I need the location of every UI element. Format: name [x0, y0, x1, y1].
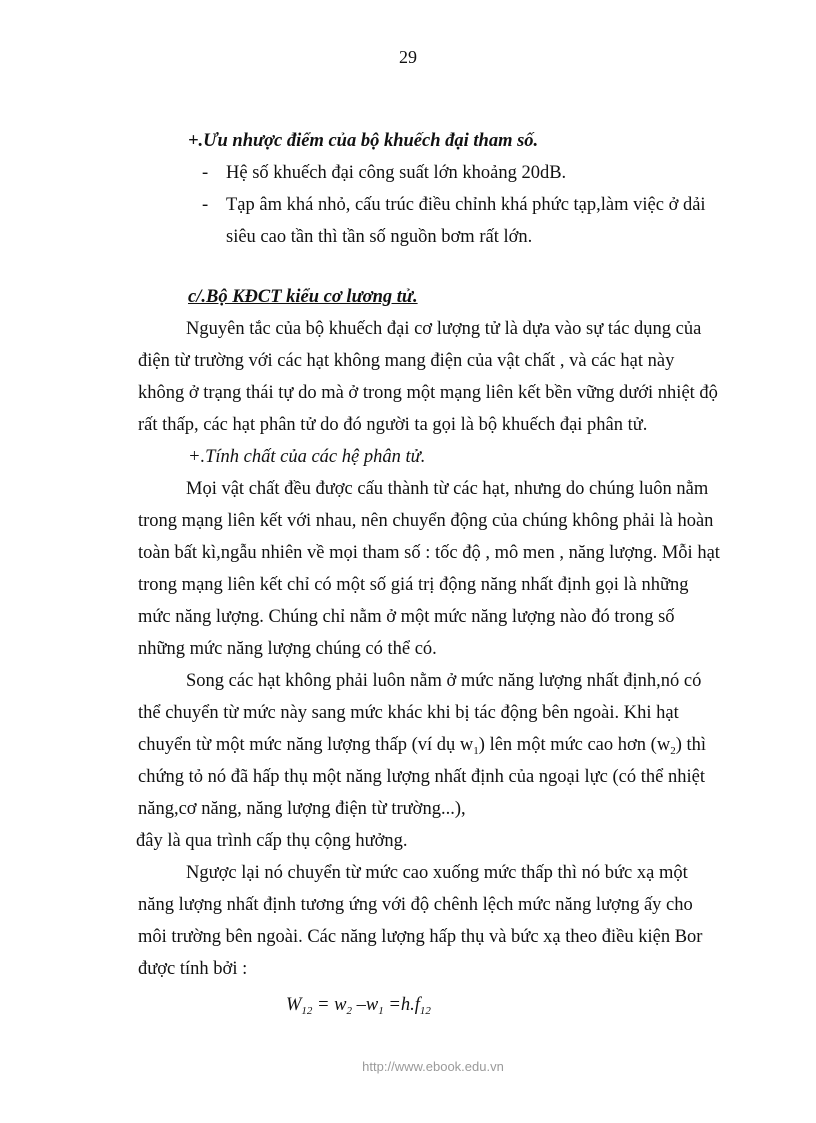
paragraph-line: năng lượng nhất định tương ứng với độ chênh lệch mức năng lượng ấy cho [138, 895, 693, 915]
paragraph-line: Song các hạt không phải luôn nằm ở mức năng lượng nhất định,nó có [186, 671, 702, 691]
bullet-item: - Tạp âm khá nhỏ, cấu trúc điều chỉnh khá phức tạp,làm việc ở dải [202, 195, 706, 215]
formula-part: =h.f [383, 995, 420, 1015]
subheading-properties: +.Tính chất của các hệ phân tử. [188, 447, 426, 467]
document-body [138, 125, 738, 1021]
paragraph-line: không ở trạng thái tự do mà ở trong một mạng liên kết bền vững dưới nhiệt độ [138, 383, 718, 403]
formula-part: W [286, 995, 302, 1015]
subscript: 1 [378, 1005, 384, 1017]
paragraph-line: toàn bất kì,ngẫu nhiên về mọi tham số : tốc độ , mô men , năng lượng. Mỗi hạt [138, 543, 720, 563]
footer-url: http://www.ebook.edu.vn [362, 1059, 504, 1074]
paragraph-line: điện từ trường với các hạt không mang điện của vật chất , và các hạt này [138, 351, 675, 371]
paragraph-line: rất thấp, các hạt phân tử do đó người ta gọi là bộ khuếch đại phân tử. [138, 415, 648, 435]
paragraph-line: trong mạng liên kết với nhau, nên chuyển động của chúng không phải là hoàn [138, 511, 714, 531]
paragraph-line: năng,cơ năng, năng lượng điện từ trường...), [138, 799, 466, 819]
bullet-continuation: siêu cao tần thì tần số nguồn bơm rất lớn. [226, 227, 533, 247]
bullet-text: Tạp âm khá nhỏ, cấu trúc điều chỉnh khá phức tạp,làm việc ở dải [226, 195, 706, 215]
paragraph-line [138, 729, 738, 761]
subscript: 12 [301, 1005, 313, 1017]
paragraph-line: những mức năng lượng chúng có thể có. [138, 639, 437, 659]
text-span: ) thì [675, 735, 707, 755]
bullet-text: Hệ số khuếch đại công suất lớn khoảng 20dB. [226, 163, 567, 183]
text-span: ) lên một mức cao hơn (w [478, 735, 671, 755]
subscript: 1 [473, 745, 479, 757]
paragraph-line: môi trường bên ngoài. Các năng lượng hấp thụ và bức xạ theo điều kiện Bor [138, 927, 703, 947]
paragraph-line: được tính bởi : [138, 959, 248, 979]
paragraph-line: mức năng lượng. Chúng chỉ nằm ở một mức năng lượng nào đó trong số [138, 607, 675, 627]
page-number: 29 [399, 47, 417, 67]
paragraph-line: Ngược lại nó chuyển từ mức cao xuống mức thấp thì nó bức xạ một [186, 863, 688, 883]
paragraph-line: Nguyên tắc của bộ khuếch đại cơ lượng tử là dựa vào sự tác dụng của [186, 319, 702, 339]
bohr-formula [286, 989, 738, 1021]
text-span: chuyển từ một mức năng lượng thấp (ví dụ w [138, 735, 474, 755]
formula-part: –w [352, 995, 379, 1015]
paragraph-line: trong mạng liên kết chỉ có một số giá trị động năng nhất định gọi là những [138, 575, 689, 595]
subscript: 2 [670, 745, 676, 757]
paragraph-line: đây là qua trình cấp thụ cộng hưởng. [136, 831, 408, 851]
bullet-item: - Hệ số khuếch đại công suất lớn khoảng 20dB. [202, 163, 567, 183]
section-heading-quantum: c/.Bộ KĐCT kiểu cơ lương tử. [188, 287, 418, 307]
subscript: 2 [346, 1005, 352, 1017]
subscript: 12 [419, 1005, 431, 1017]
paragraph-line: Mọi vật chất đều được cấu thành từ các hạt, nhưng do chúng luôn nằm [186, 479, 709, 499]
paragraph-line: thể chuyển từ mức này sang mức khác khi bị tác động bên ngoài. Khi hạt [138, 703, 679, 723]
formula-part: = w [312, 995, 347, 1015]
section-heading-advantages: +.Ưu nhược điểm của bộ khuếch đại tham số. [188, 131, 539, 151]
paragraph-line: chứng tỏ nó đã hấp thụ một năng lượng nhất định của ngoại lực (có thể nhiệt [138, 767, 705, 787]
